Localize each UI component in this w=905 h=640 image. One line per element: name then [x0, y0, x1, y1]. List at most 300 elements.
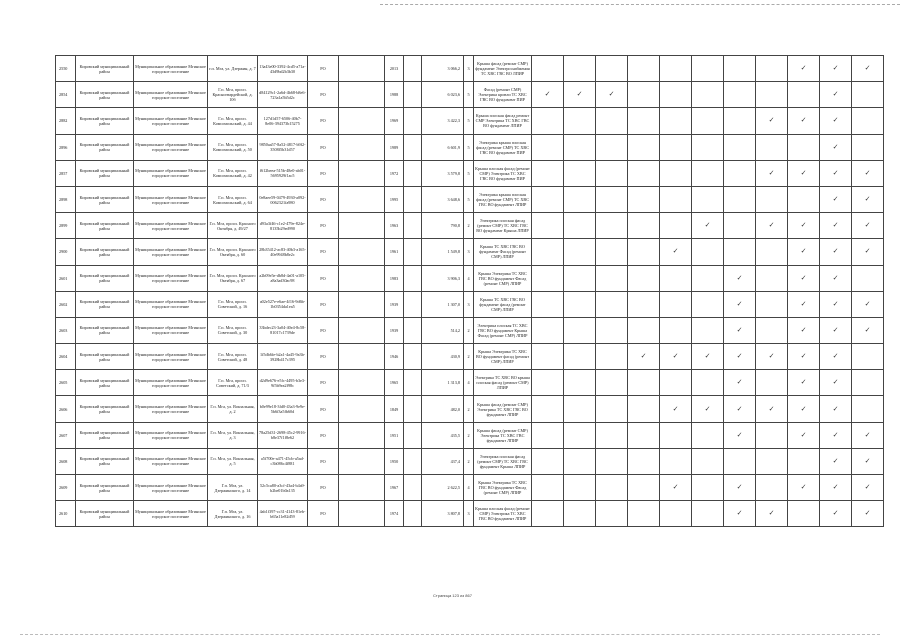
floors-cell: 2: [464, 317, 474, 343]
table-row: [56, 213, 884, 239]
year-cell: 2013: [385, 56, 404, 82]
year-cell: 1974: [385, 501, 404, 527]
empty-work-cell: [660, 370, 692, 396]
empty-work-cell: [724, 186, 756, 212]
check-mark-icon: ✓: [820, 344, 852, 370]
year-cell: 1939: [385, 291, 404, 317]
empty-work-cell: [596, 186, 628, 212]
works-cell: Крыша фасад (ремонт СМР) Электрика ТС ХВС ГВС фундамент ЛПИР: [474, 422, 532, 448]
row-number: 2610: [56, 501, 76, 527]
year-cell: 1951: [385, 422, 404, 448]
top-page-edge: [380, 4, 900, 5]
table-row: [56, 370, 884, 396]
spacer-cell: [404, 186, 422, 212]
works-cell: Электрика ТС ХВС ВО крыша плоская фасад (ремонт СМР) ЛПИР: [474, 370, 532, 396]
floors-cell: 2: [464, 396, 474, 422]
year-cell: 1983: [385, 265, 404, 291]
district-cell: Кировский муниципальный район: [76, 344, 134, 370]
area-cell: 2 622,5: [422, 475, 464, 501]
form-cell: РО: [308, 396, 339, 422]
empty-work-cell: [532, 448, 564, 474]
empty-work-cell: [564, 265, 596, 291]
form-cell: РО: [308, 475, 339, 501]
empty-work-cell: [692, 239, 724, 265]
check-mark-icon: ✓: [788, 475, 820, 501]
guid-cell: 13a43e00-3392-4cd5-a71a-43d9bd2b3b30: [258, 56, 308, 82]
empty-work-cell: [564, 291, 596, 317]
guid-cell: 1f5db6fe-b2a1-4a45-9a3b-3928b417c395: [258, 344, 308, 370]
year-cell: 1967: [385, 475, 404, 501]
works-cell: Крыша фасад (ремонт СМР) фундамент Электроснабжения ТС ХВС ГВС ВО ЛПИР: [474, 56, 532, 82]
spacer-cell: [339, 317, 385, 343]
empty-work-cell: [852, 396, 884, 422]
check-mark-icon: ✓: [852, 213, 884, 239]
year-cell: 1988: [385, 82, 404, 108]
empty-work-cell: [564, 160, 596, 186]
form-cell: РО: [308, 134, 339, 160]
empty-work-cell: [596, 501, 628, 527]
works-cell: Фасад (ремонт СМР) Электрика кровли ТС ХВС ГВС ВО фундамент ПИР: [474, 82, 532, 108]
row-number: 2603: [56, 317, 76, 343]
empty-work-cell: [724, 213, 756, 239]
empty-work-cell: [628, 134, 660, 160]
empty-work-cell: [628, 448, 660, 474]
empty-work-cell: [852, 82, 884, 108]
year-cell: 1972: [385, 160, 404, 186]
guid-cell: a02e527e-e6ae-4f16-9d6b-1b0354da1ea5: [258, 291, 308, 317]
address-cell: Г.п. Мга, ул. Дзержинского, д. 16: [208, 501, 258, 527]
form-cell: РО: [308, 265, 339, 291]
empty-work-cell: [532, 344, 564, 370]
spacer-cell: [339, 213, 385, 239]
empty-work-cell: [628, 82, 660, 108]
works-cell: Крыша Электрика ТС ХВС ГВС ВО фундамент Фасад (ремонт СМР) ЛПИР: [474, 475, 532, 501]
guid-cell: 28b35412-ac83-40b3-a165-40e9948b8e2c: [258, 239, 308, 265]
check-mark-icon: ✓: [820, 108, 852, 134]
organization-cell: Муниципальное образование Мгинское городское поселение: [134, 448, 208, 474]
row-number: 2857: [56, 160, 76, 186]
spacer-cell: [339, 239, 385, 265]
check-mark-icon: ✓: [660, 239, 692, 265]
row-number: 2608: [56, 448, 76, 474]
empty-work-cell: [756, 186, 788, 212]
empty-work-cell: [692, 317, 724, 343]
empty-work-cell: [564, 370, 596, 396]
empty-work-cell: [692, 186, 724, 212]
check-mark-icon: ✓: [692, 344, 724, 370]
table-row: [56, 396, 884, 422]
check-mark-icon: ✓: [788, 344, 820, 370]
guid-cell: b0e99e18-3fd0-43a3-9e9e-5b6f3a5fb60d: [258, 396, 308, 422]
empty-work-cell: [596, 56, 628, 82]
floors-cell: 3: [464, 56, 474, 82]
check-mark-icon: ✓: [724, 344, 756, 370]
address-cell: Г.п. Мга, просп. Советский, д. 48: [208, 344, 258, 370]
empty-work-cell: [564, 422, 596, 448]
empty-work-cell: [692, 108, 724, 134]
spacer-cell: [404, 344, 422, 370]
check-mark-icon: ✓: [852, 186, 884, 212]
works-cell: Электрика крыша плоская фасад (ремонт СМР) ТС ХВС ГВС ВО фундамент ЛПИР: [474, 186, 532, 212]
check-mark-icon: ✓: [724, 422, 756, 448]
area-cell: 6 601,9: [422, 134, 464, 160]
row-number: 2605: [56, 370, 76, 396]
organization-cell: Муниципальное образование Мгинское городское поселение: [134, 108, 208, 134]
check-mark-icon: ✓: [756, 160, 788, 186]
spacer-cell: [404, 265, 422, 291]
works-cell: Электрика плоская фасад (ремонт СМР) ТС ХВС ГВС фундамент Крыша ЛПИР: [474, 448, 532, 474]
empty-work-cell: [660, 265, 692, 291]
empty-work-cell: [628, 56, 660, 82]
empty-work-cell: [660, 186, 692, 212]
check-mark-icon: ✓: [852, 239, 884, 265]
check-mark-icon: ✓: [724, 501, 756, 527]
check-mark-icon: ✓: [820, 370, 852, 396]
empty-work-cell: [692, 265, 724, 291]
empty-work-cell: [756, 82, 788, 108]
spacer-cell: [404, 213, 422, 239]
row-number: 2854: [56, 82, 76, 108]
row-number: 2898: [56, 186, 76, 212]
area-cell: 437,4: [422, 448, 464, 474]
form-cell: РО: [308, 56, 339, 82]
empty-work-cell: [532, 134, 564, 160]
spacer-cell: [339, 448, 385, 474]
check-mark-icon: ✓: [820, 82, 852, 108]
check-mark-icon: ✓: [820, 475, 852, 501]
district-cell: Кировский муниципальный район: [76, 134, 134, 160]
floors-cell: 2: [464, 344, 474, 370]
empty-work-cell: [692, 56, 724, 82]
check-mark-icon: ✓: [852, 317, 884, 343]
guid-cell: d2d9e676-e5fc-4495-b3e3-9f5b9ea2f98c: [258, 370, 308, 396]
check-mark-icon: ✓: [692, 213, 724, 239]
district-cell: Кировский муниципальный район: [76, 370, 134, 396]
organization-cell: Муниципальное образование Мгинское городское поселение: [134, 239, 208, 265]
empty-work-cell: [596, 265, 628, 291]
empty-work-cell: [660, 56, 692, 82]
empty-work-cell: [852, 265, 884, 291]
empty-work-cell: [660, 291, 692, 317]
spacer-cell: [339, 186, 385, 212]
empty-work-cell: [692, 160, 724, 186]
check-mark-icon: ✓: [788, 422, 820, 448]
form-cell: РО: [308, 370, 339, 396]
empty-work-cell: [628, 108, 660, 134]
check-mark-icon: ✓: [628, 344, 660, 370]
table-row: [56, 422, 884, 448]
floors-cell: 5: [464, 108, 474, 134]
check-mark-icon: ✓: [820, 448, 852, 474]
spacer-cell: [339, 265, 385, 291]
empty-work-cell: [628, 370, 660, 396]
empty-work-cell: [756, 475, 788, 501]
district-cell: Кировский муниципальный район: [76, 475, 134, 501]
spacer-cell: [339, 82, 385, 108]
table-row: [56, 501, 884, 527]
year-cell: 1965: [385, 370, 404, 396]
check-mark-icon: ✓: [820, 239, 852, 265]
row-number: 2606: [56, 396, 76, 422]
floors-cell: 5: [464, 82, 474, 108]
form-cell: РО: [308, 344, 339, 370]
empty-work-cell: [564, 344, 596, 370]
empty-work-cell: [692, 475, 724, 501]
year-cell: 1963: [385, 213, 404, 239]
guid-cell: 33bdec23-3a04-40e4-8c58-81017c1739de: [258, 317, 308, 343]
row-number: 2882: [56, 108, 76, 134]
year-cell: 1989: [385, 134, 404, 160]
check-mark-icon: ✓: [788, 370, 820, 396]
empty-work-cell: [596, 317, 628, 343]
check-mark-icon: ✓: [852, 291, 884, 317]
check-mark-icon: ✓: [852, 475, 884, 501]
form-cell: РО: [308, 82, 339, 108]
floors-cell: 4: [464, 370, 474, 396]
district-cell: Кировский муниципальный район: [76, 265, 134, 291]
address-cell: Г.п. Мга, ул. Вокзальная, д. 5: [208, 448, 258, 474]
area-cell: 6 023,6: [422, 82, 464, 108]
empty-work-cell: [532, 475, 564, 501]
table-row: [56, 448, 884, 474]
empty-work-cell: [532, 186, 564, 212]
district-cell: Кировский муниципальный район: [76, 239, 134, 265]
check-mark-icon: ✓: [820, 422, 852, 448]
empty-work-cell: [628, 317, 660, 343]
organization-cell: Муниципальное образование Мгинское городское поселение: [134, 501, 208, 527]
empty-work-cell: [628, 160, 660, 186]
address-cell: Г.п. Мга, просп. Комсомольский, д. 50: [208, 134, 258, 160]
empty-work-cell: [692, 291, 724, 317]
guid-cell: d84129c1-2a6d-4b68-b8e6-723a1a5b5d2c: [258, 82, 308, 108]
year-cell: 1849: [385, 396, 404, 422]
check-mark-icon: ✓: [660, 475, 692, 501]
spacer-cell: [339, 108, 385, 134]
check-mark-icon: ✓: [756, 396, 788, 422]
table-row: [56, 186, 884, 212]
empty-work-cell: [532, 291, 564, 317]
works-cell: Электрика плоская ТС ХВС ГВС ВО фундамент Крыша Фасад (ремонт СМР) ЛПИР: [474, 317, 532, 343]
row-number: 2604: [56, 344, 76, 370]
floors-cell: 5: [464, 134, 474, 160]
works-cell: Крыша ТС ХВС ГВС ВО фундамент фасад (ремонт СМР) ЛПИР: [474, 291, 532, 317]
district-cell: Кировский муниципальный район: [76, 160, 134, 186]
organization-cell: Муниципальное образование Мгинское городское поселение: [134, 370, 208, 396]
table-row: [56, 82, 884, 108]
empty-work-cell: [788, 448, 820, 474]
row-number: 2602: [56, 291, 76, 317]
empty-work-cell: [724, 239, 756, 265]
organization-cell: Муниципальное образование Мгинское городское поселение: [134, 134, 208, 160]
empty-work-cell: [660, 422, 692, 448]
check-mark-icon: ✓: [788, 108, 820, 134]
address-cell: Г.п. Мга, просп. Красногвардейской, д. 10б: [208, 82, 258, 108]
year-cell: 1946: [385, 344, 404, 370]
empty-work-cell: [692, 370, 724, 396]
check-mark-icon: ✓: [788, 265, 820, 291]
empty-work-cell: [564, 134, 596, 160]
spacer-cell: [404, 56, 422, 82]
works-cell: Крыша плоская фасад ремонт СМР Электрика ТС ХВС ГВС ВО фундамент ЛПИР: [474, 108, 532, 134]
area-cell: 430,9: [422, 344, 464, 370]
check-mark-icon: ✓: [692, 396, 724, 422]
guid-cell: 0e8aee59-0479-4930-a092-0062321fa980: [258, 186, 308, 212]
district-cell: Кировский муниципальный район: [76, 82, 134, 108]
empty-work-cell: [532, 422, 564, 448]
address-cell: Г.п. Мга, просп. Советский, д. 16: [208, 291, 258, 317]
check-mark-icon: ✓: [820, 213, 852, 239]
empty-work-cell: [788, 501, 820, 527]
table-row: [56, 160, 884, 186]
empty-work-cell: [628, 291, 660, 317]
spacer-cell: [339, 475, 385, 501]
spacer-cell: [404, 82, 422, 108]
area-cell: 1 313,8: [422, 370, 464, 396]
empty-work-cell: [628, 239, 660, 265]
address-cell: Г.п. Мга, ул. Вокзальная, д. 2: [208, 396, 258, 422]
address-cell: Г.п. Мга, ул. Дзержинского, д. 14: [208, 475, 258, 501]
empty-work-cell: [532, 160, 564, 186]
check-mark-icon: ✓: [852, 160, 884, 186]
check-mark-icon: ✓: [852, 448, 884, 474]
address-cell: Г.п. Мга, просп. Советский, д. 71/3: [208, 370, 258, 396]
area-cell: 435,5: [422, 422, 464, 448]
guid-cell: f612beea-515b-48e0-ab01-5695929f1ac5: [258, 160, 308, 186]
check-mark-icon: ✓: [756, 344, 788, 370]
empty-work-cell: [628, 501, 660, 527]
empty-work-cell: [852, 344, 884, 370]
table-row: [56, 56, 884, 82]
empty-work-cell: [564, 239, 596, 265]
check-mark-icon: ✓: [724, 317, 756, 343]
spacer-cell: [404, 370, 422, 396]
floors-cell: 3: [464, 291, 474, 317]
empty-work-cell: [692, 134, 724, 160]
empty-work-cell: [628, 186, 660, 212]
empty-work-cell: [724, 108, 756, 134]
spacer-cell: [339, 396, 385, 422]
empty-work-cell: [692, 82, 724, 108]
organization-cell: Муниципальное образование Мгинское городское поселение: [134, 160, 208, 186]
row-number: 2601: [56, 265, 76, 291]
check-mark-icon: ✓: [820, 317, 852, 343]
empty-work-cell: [532, 108, 564, 134]
area-cell: 514,2: [422, 317, 464, 343]
empty-work-cell: [788, 186, 820, 212]
empty-work-cell: [532, 213, 564, 239]
guid-cell: 9850aa57-8a52-4817-b9f2-3508f5b31d57: [258, 134, 308, 160]
form-cell: РО: [308, 317, 339, 343]
floors-cell: 3: [464, 239, 474, 265]
form-cell: РО: [308, 186, 339, 212]
empty-work-cell: [660, 213, 692, 239]
area-cell: 1 549,8: [422, 239, 464, 265]
empty-work-cell: [564, 317, 596, 343]
spacer-cell: [404, 396, 422, 422]
spacer-cell: [339, 56, 385, 82]
empty-work-cell: [596, 396, 628, 422]
check-mark-icon: ✓: [660, 396, 692, 422]
guid-cell: 127d1d57-6506-40b7-8e06-394373b15275: [258, 108, 308, 134]
organization-cell: Муниципальное образование Мгинское городское поселение: [134, 56, 208, 82]
table-row: [56, 239, 884, 265]
check-mark-icon: ✓: [788, 213, 820, 239]
empty-work-cell: [532, 370, 564, 396]
empty-work-cell: [660, 317, 692, 343]
empty-work-cell: [660, 82, 692, 108]
empty-work-cell: [756, 239, 788, 265]
organization-cell: Муниципальное образование Мгинское городское поселение: [134, 396, 208, 422]
organization-cell: Муниципальное образование Мгинское городское поселение: [134, 82, 208, 108]
empty-work-cell: [596, 475, 628, 501]
empty-work-cell: [564, 448, 596, 474]
floors-cell: 2: [464, 448, 474, 474]
row-number: 2609: [56, 475, 76, 501]
empty-work-cell: [564, 475, 596, 501]
floors-cell: 2: [464, 422, 474, 448]
spacer-cell: [404, 134, 422, 160]
district-cell: Кировский муниципальный район: [76, 448, 134, 474]
check-mark-icon: ✓: [820, 56, 852, 82]
address-cell: Г.п. Мга, просп. Комсомольский, д. 42: [208, 160, 258, 186]
year-cell: 1950: [385, 448, 404, 474]
organization-cell: Муниципальное образование Мгинское городское поселение: [134, 317, 208, 343]
row-number: 2607: [56, 422, 76, 448]
check-mark-icon: ✓: [788, 160, 820, 186]
floors-cell: 2: [464, 213, 474, 239]
area-cell: 3 906,3: [422, 265, 464, 291]
bottom-page-edge: [20, 634, 880, 635]
spacer-cell: [339, 344, 385, 370]
empty-work-cell: [564, 396, 596, 422]
area-cell: 3 066,2: [422, 56, 464, 82]
empty-work-cell: [788, 134, 820, 160]
empty-work-cell: [660, 448, 692, 474]
check-mark-icon: ✓: [660, 344, 692, 370]
form-cell: РО: [308, 239, 339, 265]
floors-cell: 5: [464, 186, 474, 212]
guid-cell: 78a25d31-2698-45c2-9916-b8e37f1f8e62: [258, 422, 308, 448]
empty-work-cell: [724, 448, 756, 474]
empty-work-cell: [628, 265, 660, 291]
check-mark-icon: ✓: [820, 160, 852, 186]
housing-program-table: [55, 55, 884, 527]
district-cell: Кировский муниципальный район: [76, 186, 134, 212]
table-row: [56, 291, 884, 317]
area-cell: 790,8: [422, 213, 464, 239]
check-mark-icon: ✓: [756, 213, 788, 239]
spacer-cell: [404, 160, 422, 186]
floors-cell: 4: [464, 265, 474, 291]
check-mark-icon: ✓: [564, 82, 596, 108]
page-footer: Страница 123 из 867: [433, 593, 472, 598]
empty-work-cell: [596, 448, 628, 474]
district-cell: Кировский муниципальный район: [76, 501, 134, 527]
spacer-cell: [339, 422, 385, 448]
empty-work-cell: [532, 501, 564, 527]
district-cell: Кировский муниципальный район: [76, 422, 134, 448]
spacer-cell: [404, 317, 422, 343]
table-row: [56, 317, 884, 343]
form-cell: РО: [308, 501, 339, 527]
check-mark-icon: ✓: [724, 265, 756, 291]
year-cell: 1969: [385, 108, 404, 134]
check-mark-icon: ✓: [724, 396, 756, 422]
form-cell: РО: [308, 291, 339, 317]
address-cell: Г.п. Мга, просп. Красного Октября, д. 49/27: [208, 213, 258, 239]
form-cell: РО: [308, 448, 339, 474]
guid-cell: d93a3f46-c1e2-479e-824e-8135b29ed990: [258, 213, 308, 239]
